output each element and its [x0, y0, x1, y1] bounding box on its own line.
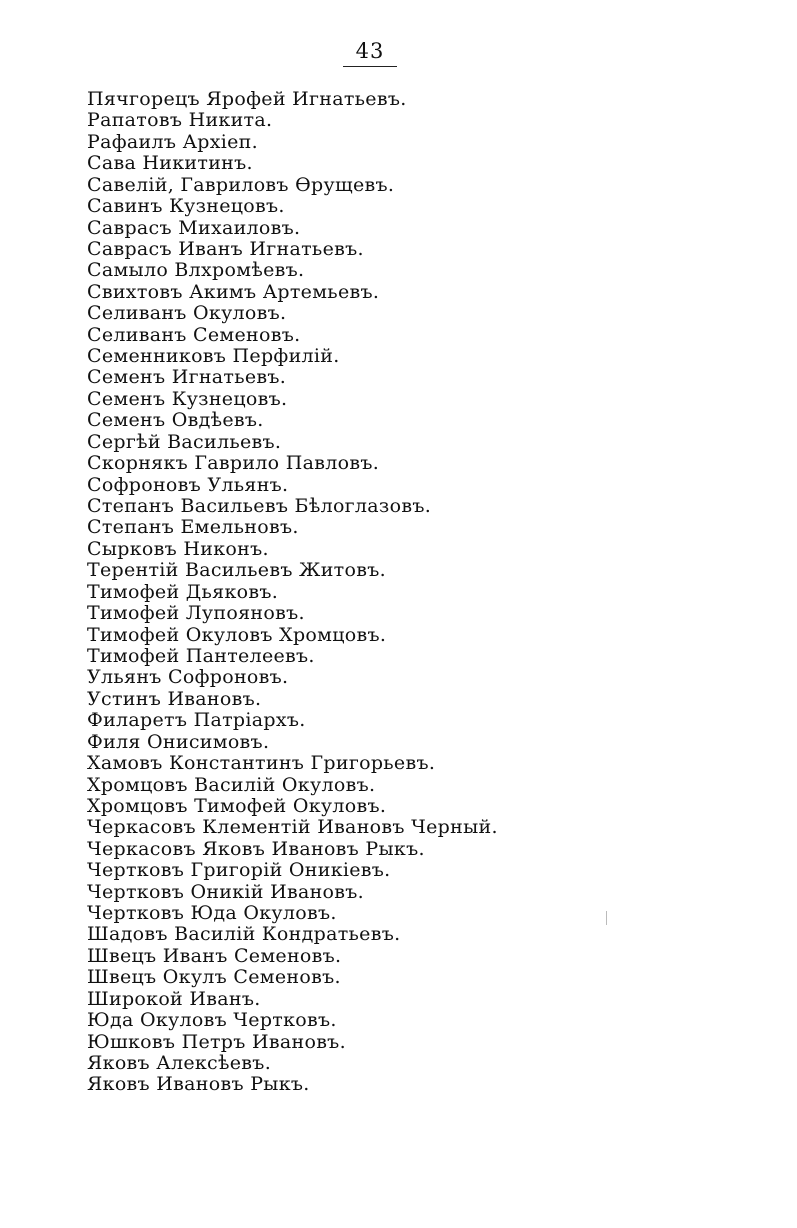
list-item: Юшковъ Петръ Ивановъ. — [87, 1030, 346, 1053]
list-item: Софроновъ Ульянъ. — [87, 473, 289, 496]
list-item: Тимофей Дьяковъ. — [87, 580, 279, 603]
list-item: Чертковъ Оникій Ивановъ. — [87, 880, 365, 903]
list-item: Тимофей Пантелеевъ. — [87, 644, 315, 667]
list-item: Чертковъ Юда Окуловъ. — [87, 902, 337, 925]
list-item: Филя Онисимовъ. — [87, 730, 270, 753]
list-item: Семенъ Овдѣевъ. — [87, 409, 264, 432]
list-item: Свихтовъ Акимъ Артемьевъ. — [87, 280, 380, 303]
list-item: Хромцовъ Тимофей Окуловъ. — [87, 794, 387, 817]
list-item: Тимофей Лупояновъ. — [87, 602, 305, 625]
list-item: Скорнякъ Гаврило Павловъ. — [87, 452, 380, 475]
list-item: Степанъ Емельновъ. — [87, 516, 299, 539]
list-item: Пячгорецъ Ярофей Игнатьевъ. — [87, 88, 407, 110]
list-item: Яковъ Ивановъ Рыкъ. — [87, 1073, 310, 1096]
list-item: Устинъ Ивановъ. — [87, 687, 262, 710]
page-number-rule — [343, 66, 397, 67]
list-item: Рапатовъ Никита. — [87, 109, 273, 132]
list-item: Самыло Влхромѣевъ. — [87, 259, 305, 282]
list-item: Сергѣй Васильевъ. — [87, 430, 282, 453]
page-number: 43 — [355, 39, 385, 63]
list-item: Швецъ Окулъ Семеновъ. — [87, 966, 341, 989]
list-item: Ульянъ Софроновъ. — [87, 666, 289, 689]
list-item: Черкасовъ Яковъ Ивановъ Рыкъ. — [87, 837, 425, 860]
list-item: Саврасъ Михаиловъ. — [87, 216, 301, 239]
list-item: Чертковъ Григорій Оникіевъ. — [87, 859, 391, 882]
list-item: Семенъ Игнатьевъ. — [87, 366, 287, 389]
list-item: Широкой Иванъ. — [87, 987, 261, 1010]
name-list — [87, 89, 498, 1096]
list-item: Тимофей Окуловъ Хромцовъ. — [87, 623, 387, 646]
list-item: Селиванъ Окуловъ. — [87, 302, 287, 325]
list-item: Швецъ Иванъ Семеновъ. — [87, 944, 342, 967]
list-item: Савелій, Гавриловъ Ѳрущевъ. — [87, 173, 395, 196]
list-item: Степанъ Васильевъ Бѣлоглазовъ. — [87, 495, 432, 518]
list-item: Селиванъ Семеновъ. — [87, 323, 301, 346]
list-item: Рафаилъ Архіеп. — [87, 130, 258, 153]
list-item: Савинъ Кузнецовъ. — [87, 195, 285, 218]
list-item: Терентій Васильевъ Житовъ. — [87, 559, 386, 582]
list-item: Семенниковъ Перфилій. — [87, 345, 340, 368]
list-item: Шадовъ Василій Кондратьевъ. — [87, 923, 401, 946]
list-item: Хамовъ Константинъ Григорьевъ. — [87, 752, 436, 775]
list-item: Сырковъ Никонъ. — [87, 537, 269, 560]
list-item: Юда Окуловъ Чертковъ. — [87, 1009, 337, 1032]
list-item: Черкасовъ Клементій Ивановъ Черный. — [87, 816, 498, 839]
list-item: Саврасъ Иванъ Игнатьевъ. — [87, 237, 364, 260]
list-item: Сава Никитинъ. — [87, 152, 253, 175]
list-item: Филаретъ Патріархъ. — [87, 709, 306, 732]
list-item: Хромцовъ Василій Окуловъ. — [87, 773, 376, 796]
margin-mark — [606, 911, 607, 925]
list-item: Семенъ Кузнецовъ. — [87, 387, 288, 410]
list-item: Яковъ Алексѣевъ. — [87, 1051, 272, 1074]
